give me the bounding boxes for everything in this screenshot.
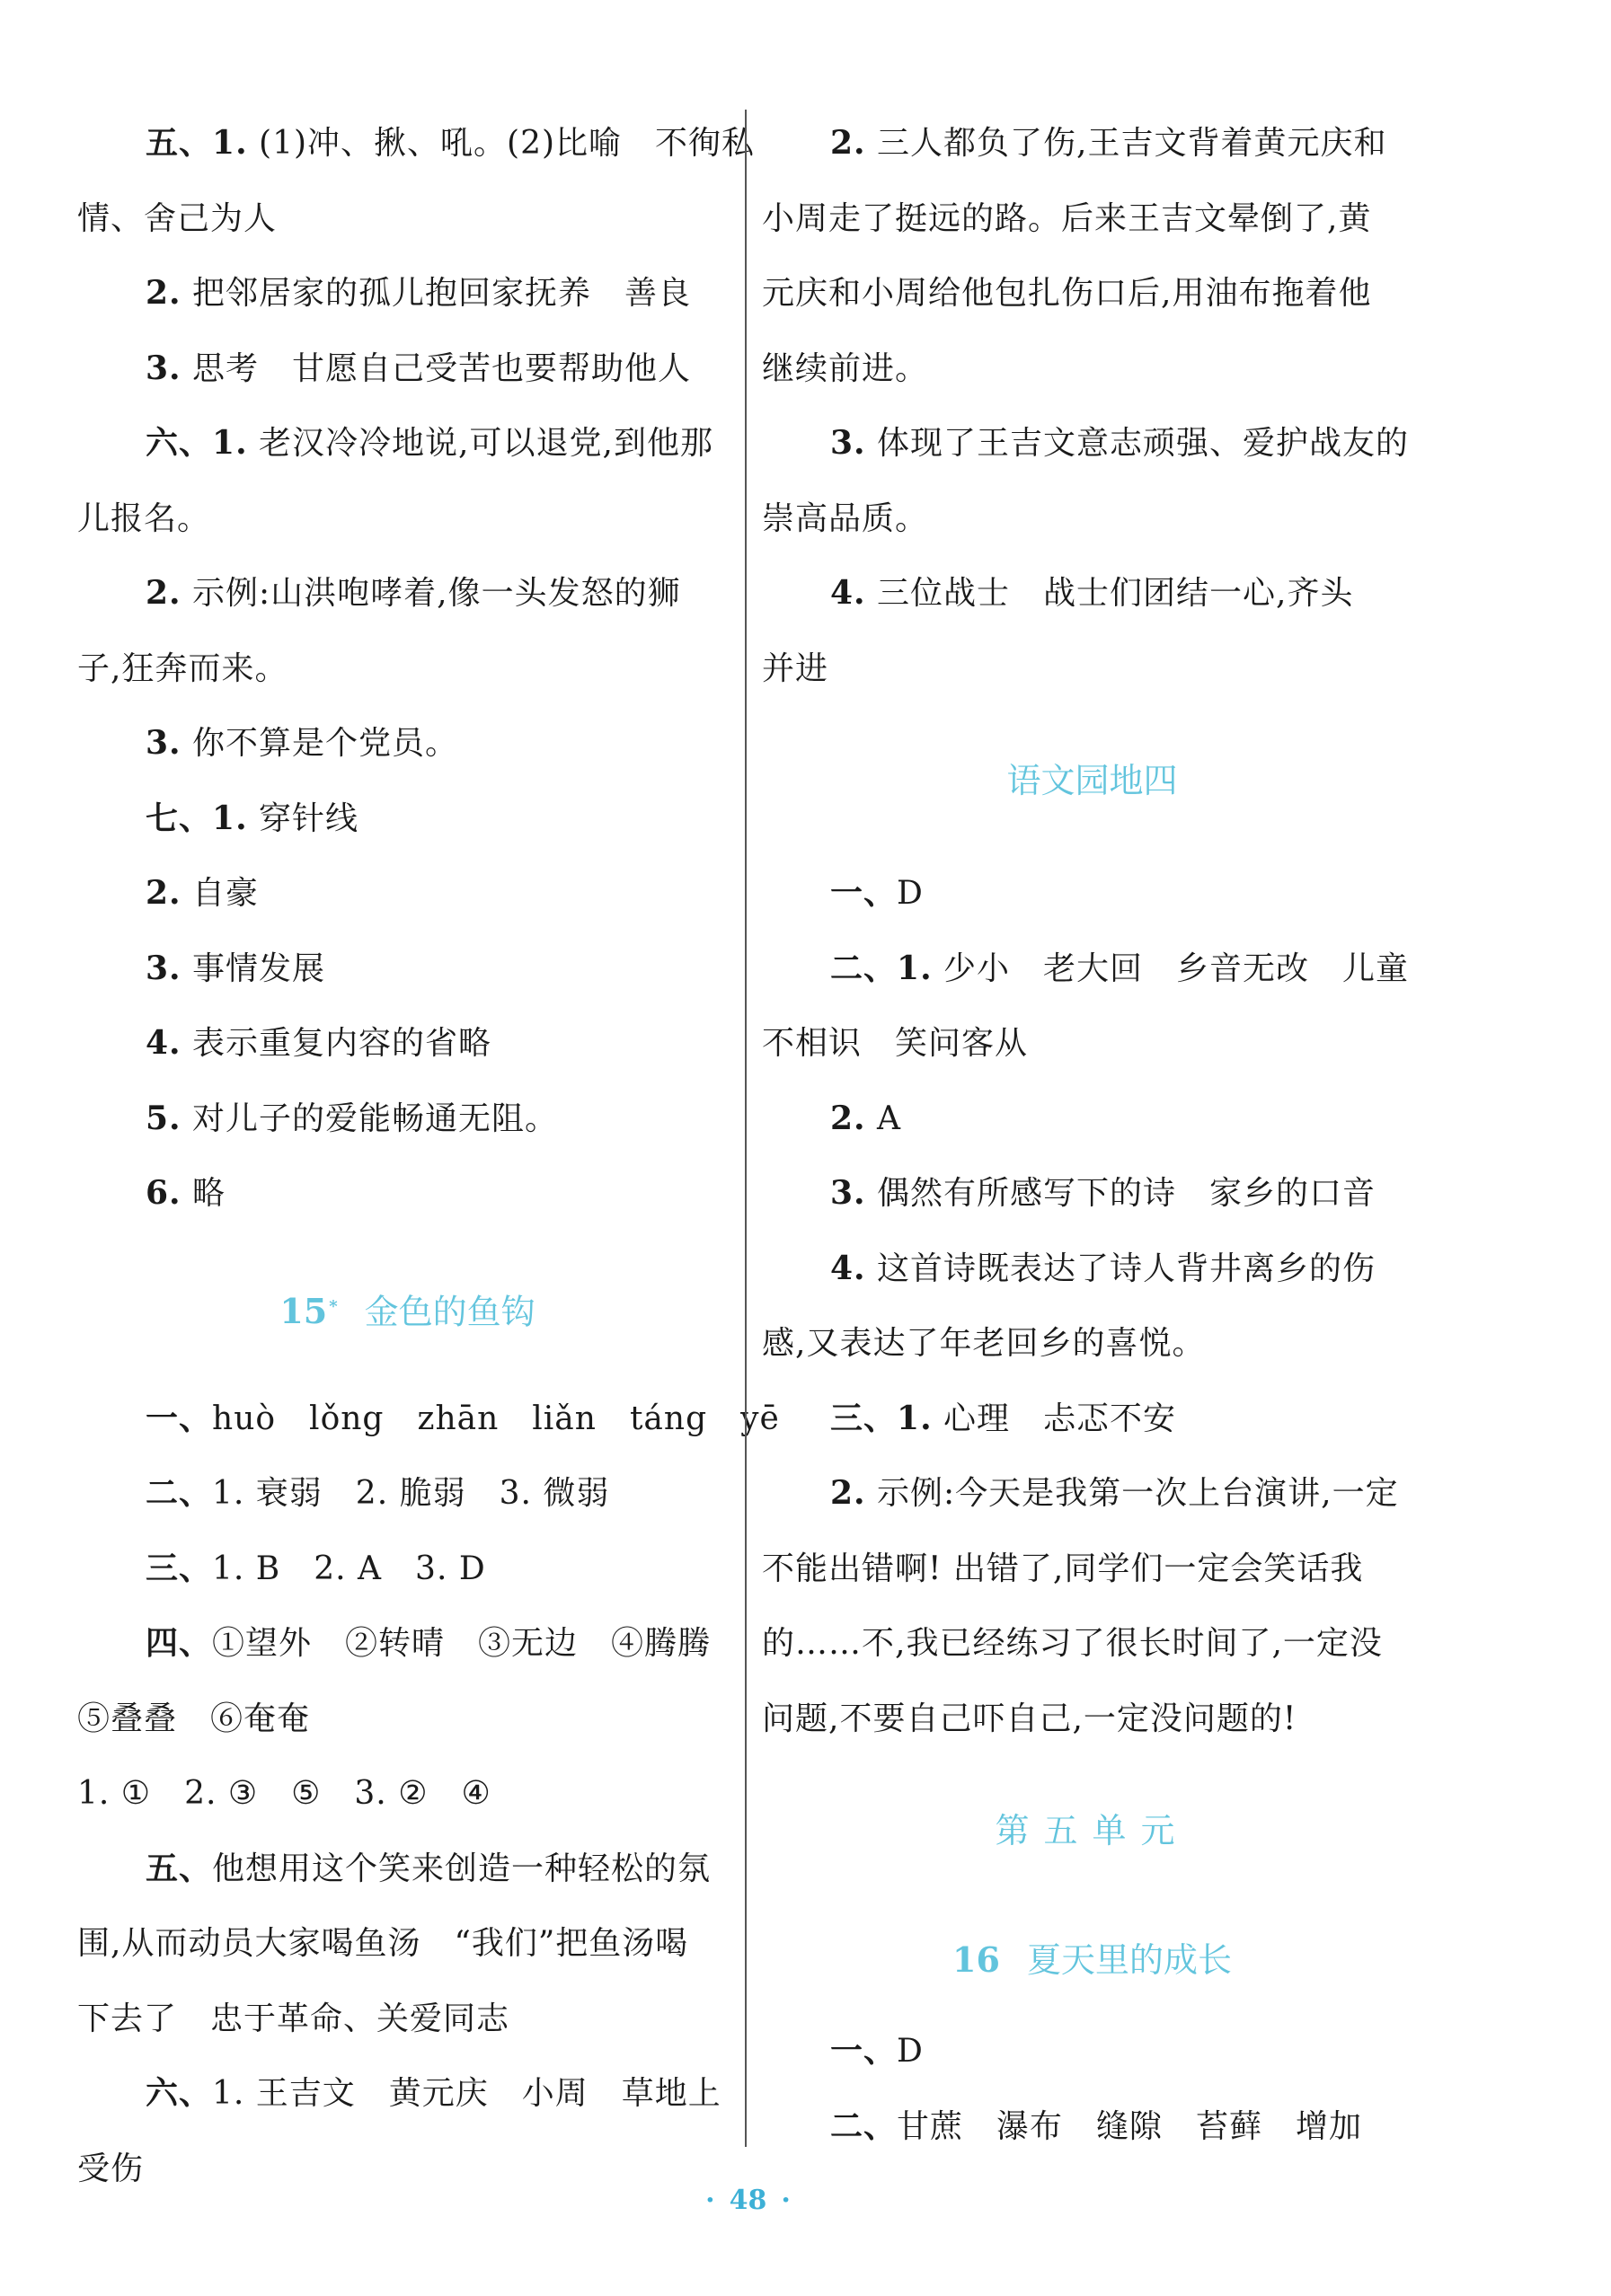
answer-text: 三人都负了伤,王吉文背着黄元庆和 [865,125,1387,162]
answer-num: 2. [146,574,181,612]
answer-line [762,556,1422,631]
answer-lead: 五、 [146,124,213,162]
answer-line [77,256,738,331]
answer-text: 三位战士 战士们团结一心,齐头 [865,575,1354,612]
answer-text: 问题,不要自己吓自己,一定没问题的! [762,1700,1297,1737]
answer-num: 3. [146,949,181,987]
answer-line [77,1682,738,1757]
answer-num: 1. [212,124,248,162]
answer-text: ⑤叠叠 ⑥奄奄 [77,1700,311,1737]
lesson15-answers-continued [762,106,1422,706]
answer-text: 下去了 忠于革命、关爱同志 [77,2000,510,2037]
answer-lead: 二、 [830,2106,898,2145]
answer-text: 子,狂奔而来。 [77,649,288,687]
answer-text: 你不算是个党员。 [181,725,459,762]
answer-num: 2. [146,274,181,312]
lesson14-answers [77,106,756,1232]
answer-text: (1)冲、揪、吼。(2)比喻 不徇私 [247,125,756,162]
answer-line [762,1456,1422,1532]
answer-line [762,1306,1422,1382]
answer-text: 崇高品质。 [762,499,929,537]
answer-line [77,782,738,857]
answer-text: 围,从而动员大家喝鱼汤 “我们”把鱼汤喝 [77,1925,689,1962]
answer-num: 4. [830,574,866,612]
answer-line [762,406,1422,481]
answer-line [762,1082,1422,1157]
answer-lead: 二、 [146,1474,213,1512]
answer-line [77,932,738,1007]
answer-line [77,1906,738,1982]
answer-line [762,481,1422,557]
answer-text: 体现了王吉文意志顽强、爱护战友的 [865,425,1410,462]
answer-text: 他想用这个笑来创造一种轻松的氛 [212,1850,712,1887]
answer-text: 甘蔗 瀑布 缝隙 苔藓 增加 [897,2107,1363,2145]
answer-line [77,2056,738,2132]
answer-text: 略 [181,1175,226,1212]
answer-line [762,1606,1422,1682]
answer-line [762,2014,1422,2089]
answer-lead: 六、 [146,424,213,462]
answer-lead: 一、 [830,2032,898,2070]
answer-line [762,932,1422,1007]
answer-line [77,481,738,557]
answer-text: 1. 衰弱 2. 脆弱 3. 微弱 [212,1475,610,1512]
answer-num: 6. [146,1174,181,1212]
answer-text: 自豪 [181,875,260,912]
answer-line [762,1532,1422,1607]
answer-line [77,1982,738,2057]
answer-line [762,1156,1422,1232]
answer-line [762,856,1422,932]
answer-num: 1. [212,799,248,837]
lesson-title: 夏天里的成长 [1026,1940,1232,1980]
answer-text: 少小 老大回 乡音无改 儿童 [932,949,1410,987]
answer-line [77,1532,738,1607]
section-title: 语文园地四 [1006,761,1178,800]
answer-num: 1. [897,949,933,987]
section-heading-yuwen-yuandi [762,706,1422,856]
answer-text: 继续前进。 [762,349,929,387]
answer-text: 元庆和小周给他包扎伤口后,用油布拖着他 [762,275,1372,312]
unit-title: 第五单元 [995,1811,1190,1850]
answer-num: 3. [830,424,866,462]
answer-text: 1. 王吉文 黄元庆 小周 草地上 [212,2075,721,2112]
answer-line [77,556,738,631]
answer-text: 受伤 [77,2150,145,2187]
answer-text: 情、舍己为人 [77,199,278,237]
answer-lead: 三、 [830,1399,898,1437]
answer-num: 1. [212,424,248,462]
lesson-number: 15 * [279,1291,338,1332]
answer-num: 4. [146,1024,181,1062]
answer-text: 不相识 笑问客从 [762,1025,1029,1062]
answer-text: huò lǒng zhān liǎn táng yē [212,1400,780,1437]
answer-line [77,856,738,932]
answer-text: 1. B 2. A 3. D [212,1550,486,1587]
answer-num: 2. [146,874,181,912]
answer-line [762,256,1422,331]
answer-num: 2. [830,124,866,162]
page-number: · 48 · [705,2185,791,2216]
answer-lead: 六、 [146,2074,213,2112]
lesson-heading-16 [762,1906,1422,2014]
answer-num: 5. [146,1099,181,1137]
answer-line [77,106,756,181]
answer-line [762,106,1422,181]
answer-text: 小周走了挺远的路。后来王吉文晕倒了,黄 [762,199,1372,237]
answer-lead: 一、 [830,874,898,912]
answer-num: 1. [897,1399,933,1437]
column-divider [745,110,747,2147]
answer-num: 3. [830,1174,866,1212]
answer-text: 对儿子的爱能畅通无阻。 [181,1099,559,1137]
answer-lead: 四、 [146,1624,213,1662]
answer-line [77,1456,738,1532]
answer-line [762,181,1422,257]
answer-text: 思考 甘愿自己受苦也要帮助他人 [181,349,692,387]
answer-text: 1. ① 2. ③ ⑤ 3. ② ④ [77,1775,491,1812]
lesson16-answers [762,2014,1422,2164]
answer-lead: 二、 [830,949,898,987]
yuwen-yuandi-answers [762,856,1422,1756]
answer-line [762,631,1422,707]
answer-text: 儿报名。 [77,499,211,537]
lesson-number: 16 [952,1939,1000,1980]
answer-line [77,331,738,407]
answer-line [77,1606,738,1682]
unit-heading [762,1756,1422,1906]
answer-text: 示例:今天是我第一次上台演讲,一定 [865,1475,1399,1512]
answer-line [77,1156,738,1232]
answer-line [77,1832,738,1907]
answer-line [762,1382,1422,1457]
answer-lead: 五、 [146,1849,213,1887]
answer-text: 不能出错啊! 出错了,同学们一定会笑话我 [762,1550,1364,1587]
answer-text: D [897,2033,924,2070]
answer-lead: 七、 [146,799,213,837]
answer-line [77,1006,738,1082]
answer-line [77,1756,738,1832]
answer-num: 3. [146,724,181,762]
answer-text: 并进 [762,649,829,687]
answer-num: 4. [830,1249,866,1287]
answer-line [762,1006,1422,1082]
right-column [762,106,1422,2164]
answer-text: 穿针线 [247,799,359,837]
answer-text: 把邻居家的孤儿抱回家抚养 善良 [181,275,692,312]
answer-line [762,331,1422,407]
answer-text: A [865,1099,902,1137]
answer-text: 偶然有所感写下的诗 家乡的口音 [865,1175,1376,1212]
answer-num: 2. [830,1099,866,1137]
answer-line [762,1232,1422,1307]
answer-line [77,406,738,481]
answer-text: 事情发展 [181,949,326,987]
answer-line [762,2089,1422,2165]
answer-num: 3. [146,349,181,387]
answer-line [77,181,738,257]
lesson-title: 金色的鱼钩 [364,1292,536,1332]
answer-text: 感,又表达了年老回乡的喜悦。 [762,1325,1206,1362]
answer-text: 表示重复内容的省略 [181,1025,492,1062]
answer-text: 这首诗既表达了诗人背井离乡的伤 [865,1250,1376,1287]
answer-text: 的……不,我已经练习了很长时间了,一定没 [762,1625,1383,1662]
answer-text: ①望外 ②转晴 ③无边 ④腾腾 [212,1625,712,1662]
answer-num: 2. [830,1474,866,1512]
answer-lead: 一、 [146,1399,213,1437]
answer-line [77,706,738,782]
answer-line [77,631,738,707]
answer-text: 老汉冷冷地说,可以退党,到他那 [247,425,713,462]
answer-text: 示例:山洪咆哮着,像一头发怒的狮 [181,575,681,612]
lesson-heading-15 [77,1232,738,1382]
answer-line [762,1682,1422,1757]
answer-text: 心理 忐忑不安 [932,1400,1177,1437]
answer-lead: 三、 [146,1549,213,1587]
answer-text: D [897,875,924,912]
answer-line [77,1382,780,1457]
answer-line [77,1082,738,1157]
